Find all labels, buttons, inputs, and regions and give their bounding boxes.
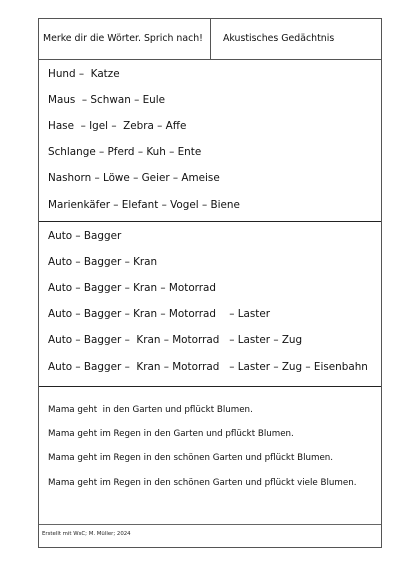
sentence-line: Mama geht im Regen in den schönen Garten und pflückt viele Blumen. bbox=[48, 478, 357, 488]
vehicle-line: Auto – Bagger – Kran – Motorrad – Laster – Zug bbox=[48, 334, 303, 346]
vehicle-line: Auto – Bagger bbox=[48, 230, 122, 242]
vehicle-line: Auto – Bagger – Kran bbox=[48, 256, 158, 268]
worksheet bbox=[38, 18, 382, 548]
sentence-line: Mama geht in den Garten und pflückt Blumen. bbox=[48, 405, 253, 415]
footer-credit: Erstellt mit WsC; M. Müller; 2024 bbox=[42, 531, 131, 537]
animal-line: Hase – Igel – Zebra – Affe bbox=[48, 120, 187, 132]
worksheet-header bbox=[39, 19, 381, 60]
animal-line: Schlange – Pferd – Kuh – Ente bbox=[48, 146, 202, 158]
footer-divider bbox=[39, 524, 381, 525]
animal-line: Marienkäfer – Elefant – Vogel – Biene bbox=[48, 199, 240, 211]
vehicle-line: Auto – Bagger – Kran – Motorrad – Laster bbox=[48, 308, 271, 320]
vehicle-line: Auto – Bagger – Kran – Motorrad bbox=[48, 282, 216, 294]
animal-line: Hund – Katze bbox=[48, 68, 120, 80]
header-divider bbox=[210, 19, 211, 59]
section-divider bbox=[39, 221, 381, 222]
vehicle-line: Auto – Bagger – Kran – Motorrad – Laster – Zug – Eisenbahn bbox=[48, 361, 368, 373]
worksheet-title: Akustisches Gedächtnis bbox=[223, 33, 335, 44]
animal-line: Maus – Schwan – Eule bbox=[48, 94, 166, 106]
sentence-line: Mama geht im Regen in den Garten und pflückt Blumen. bbox=[48, 429, 294, 439]
sentence-line: Mama geht im Regen in den schönen Garten und pflückt Blumen. bbox=[48, 453, 334, 463]
animal-line: Nashorn – Löwe – Geier – Ameise bbox=[48, 172, 220, 184]
instruction-text: Merke dir die Wörter. Sprich nach! bbox=[43, 33, 203, 44]
section-divider bbox=[39, 386, 381, 387]
